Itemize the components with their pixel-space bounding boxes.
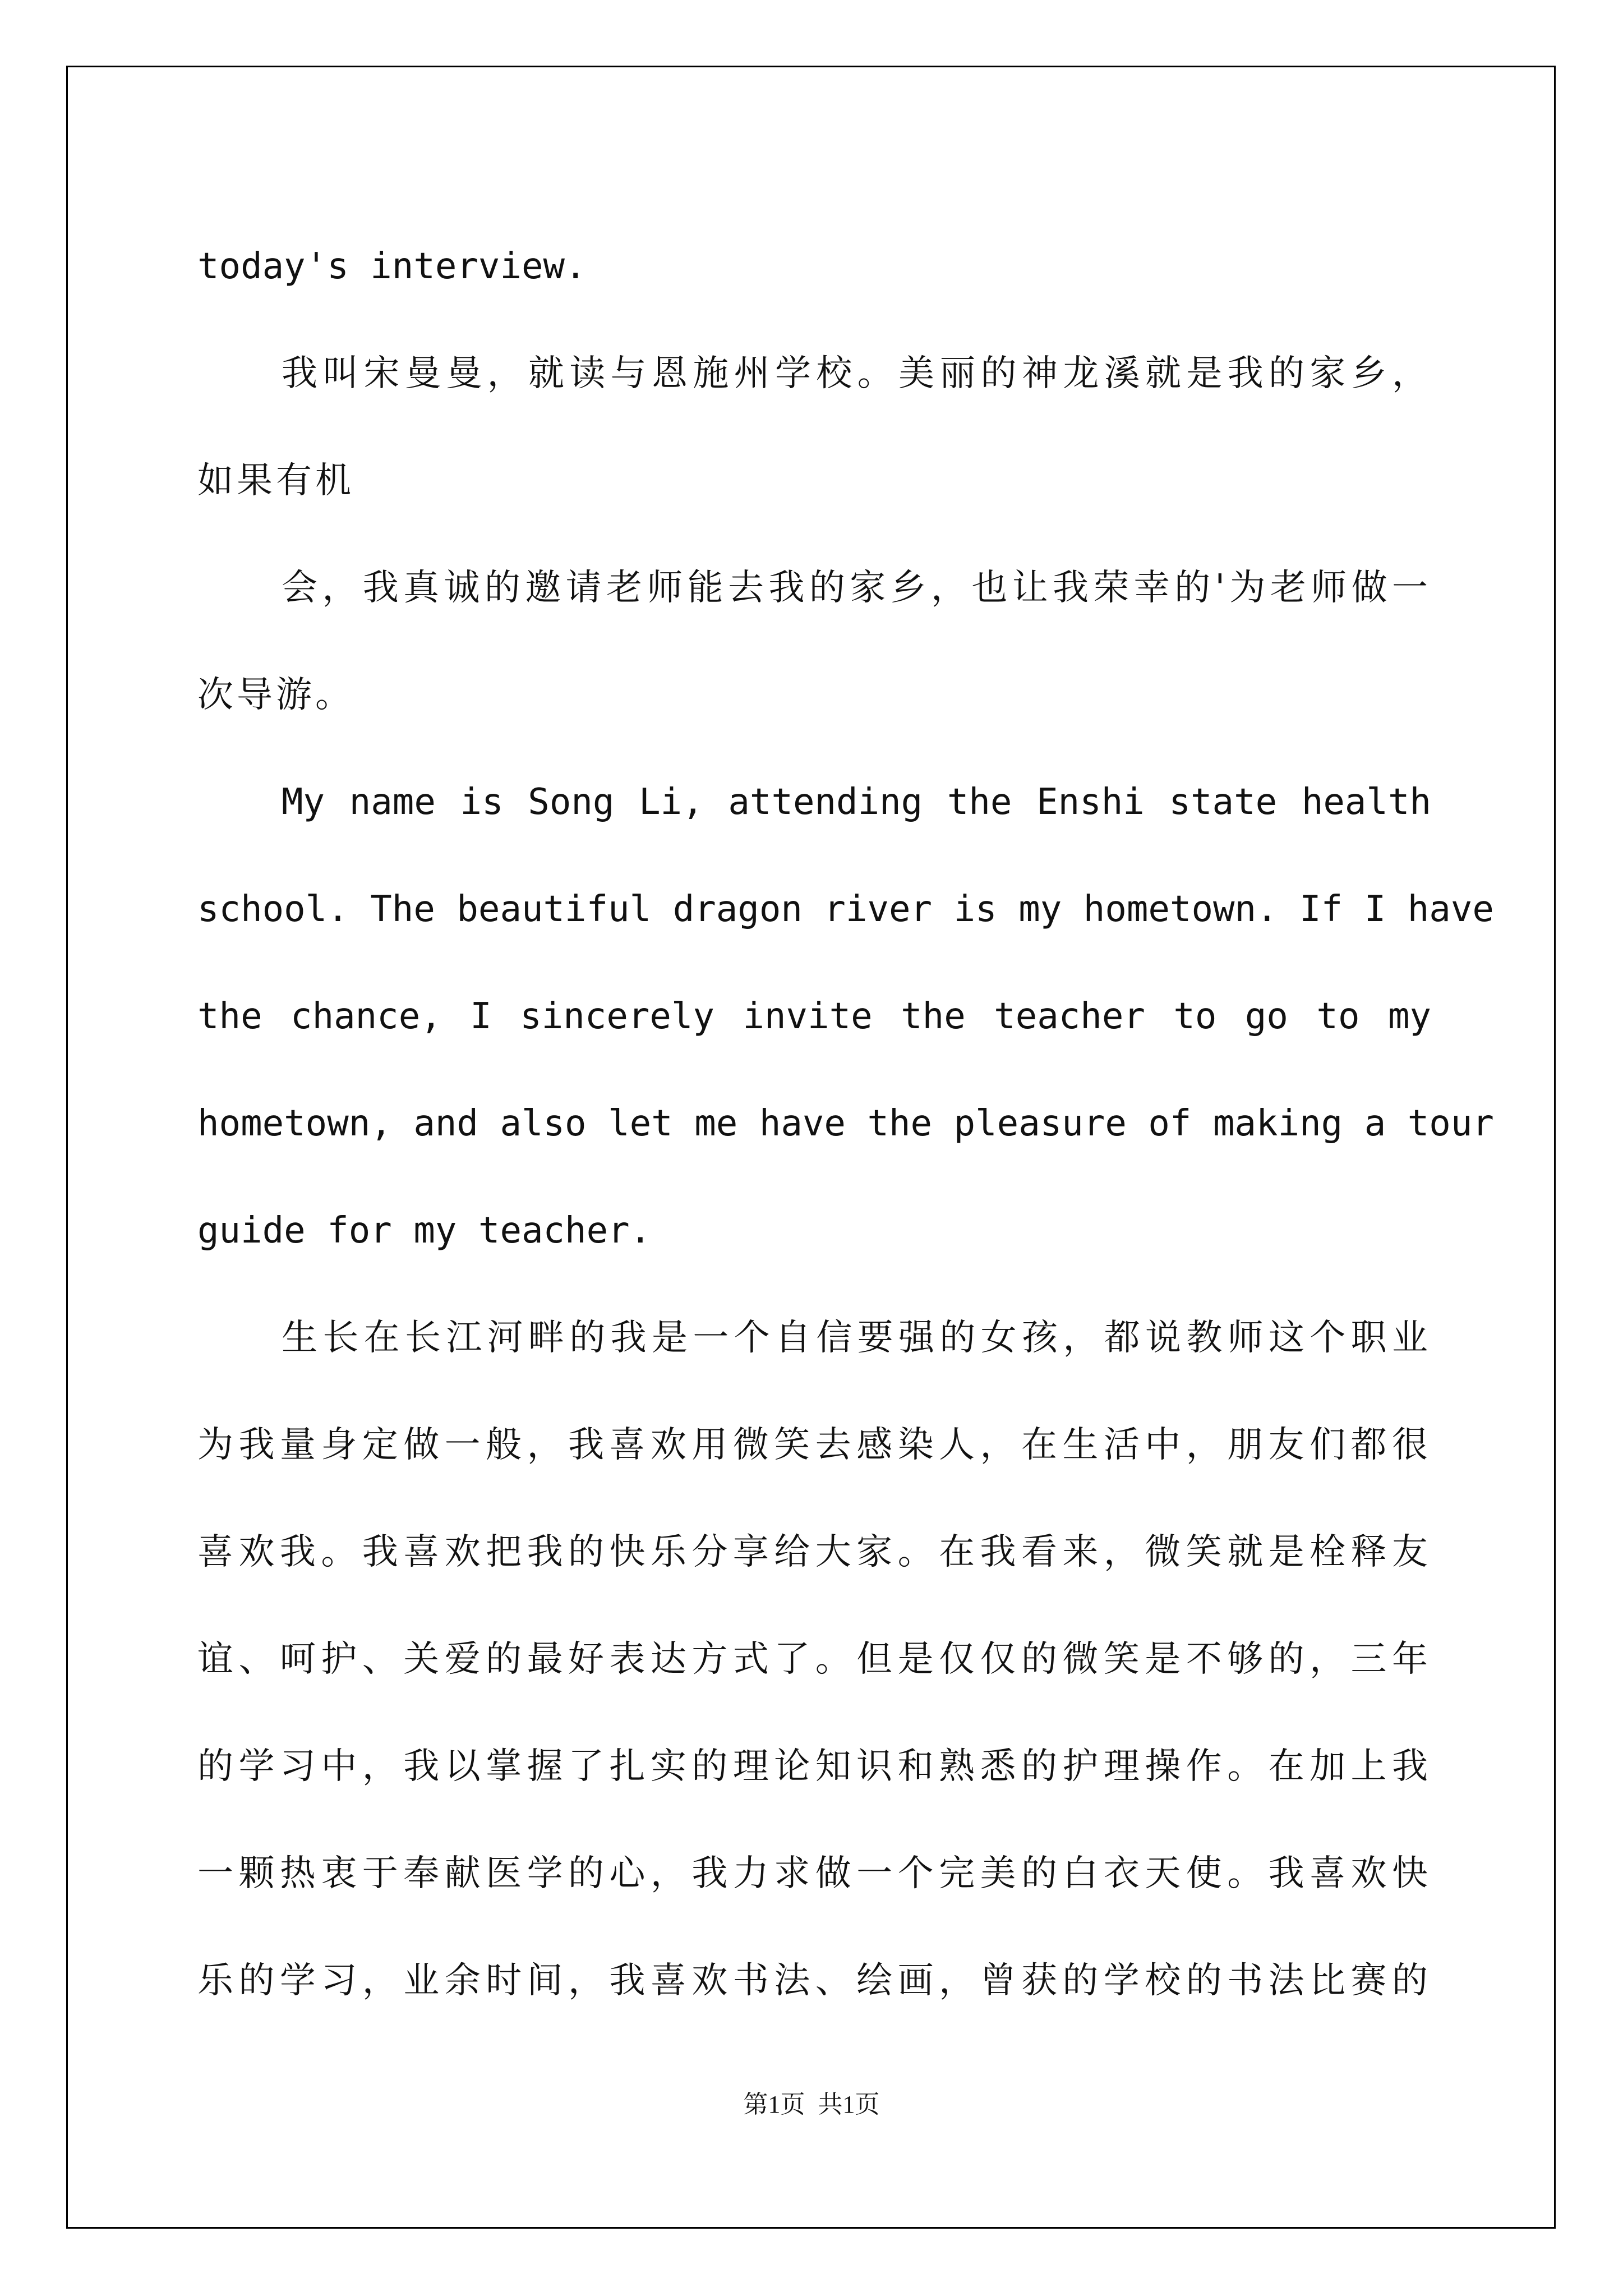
text-line: guide for my teacher. <box>197 1210 652 1251</box>
text-line: 喜欢我。我喜欢把我的快乐分享给大家。在我看来，微笑就是栓释友 <box>197 1531 1431 1573</box>
text-line: 会，我真诚的邀请老师能去我的家乡，也让我荣幸的'为老师做一 <box>282 567 1431 609</box>
text-line: the chance, I sincerely invite the teacher to go to my <box>197 996 1431 1037</box>
text-line: 如果有机 <box>197 460 354 501</box>
text-line: 我叫宋曼曼，就读与恩施州学校。美丽的神龙溪就是我的家乡， <box>282 353 1431 394</box>
text-line: hometown, and also let me have the pleasure of making a tour <box>197 1103 1494 1144</box>
page-footer <box>0 2084 1623 2120</box>
text-line: 的学习中，我以掌握了扎实的理论知识和熟悉的护理操作。在加上我 <box>197 1746 1431 1787</box>
document-body <box>197 213 1494 2035</box>
text-line: My name is Song Li, attending the Enshi state health <box>282 781 1431 823</box>
page-total: 共1页 <box>818 2091 880 2118</box>
text-line: 次导游。 <box>197 674 354 716</box>
text-line: 为我量身定做一般，我喜欢用微笑去感染人，在生活中，朋友们都很 <box>197 1424 1431 1466</box>
text-line: today's interview. <box>197 246 587 287</box>
text-line: school. The beautiful dragon river is my hometown. If I have <box>197 889 1494 930</box>
text-line: 生长在长江河畔的我是一个自信要强的女孩，都说教师这个职业 <box>282 1317 1431 1359</box>
page-number: 第1页 <box>743 2091 805 2118</box>
text-line: 一颗热衷于奉献医学的心，我力求做一个完美的白衣天使。我喜欢快 <box>197 1853 1431 1894</box>
text-line: 乐的学习，业余时间，我喜欢书法、绘画，曾获的学校的书法比赛的 <box>197 1960 1431 2001</box>
text-line: 谊、呵护、关爱的最好表达方式了。但是仅仅的微笑是不够的，三年 <box>197 1639 1431 1680</box>
